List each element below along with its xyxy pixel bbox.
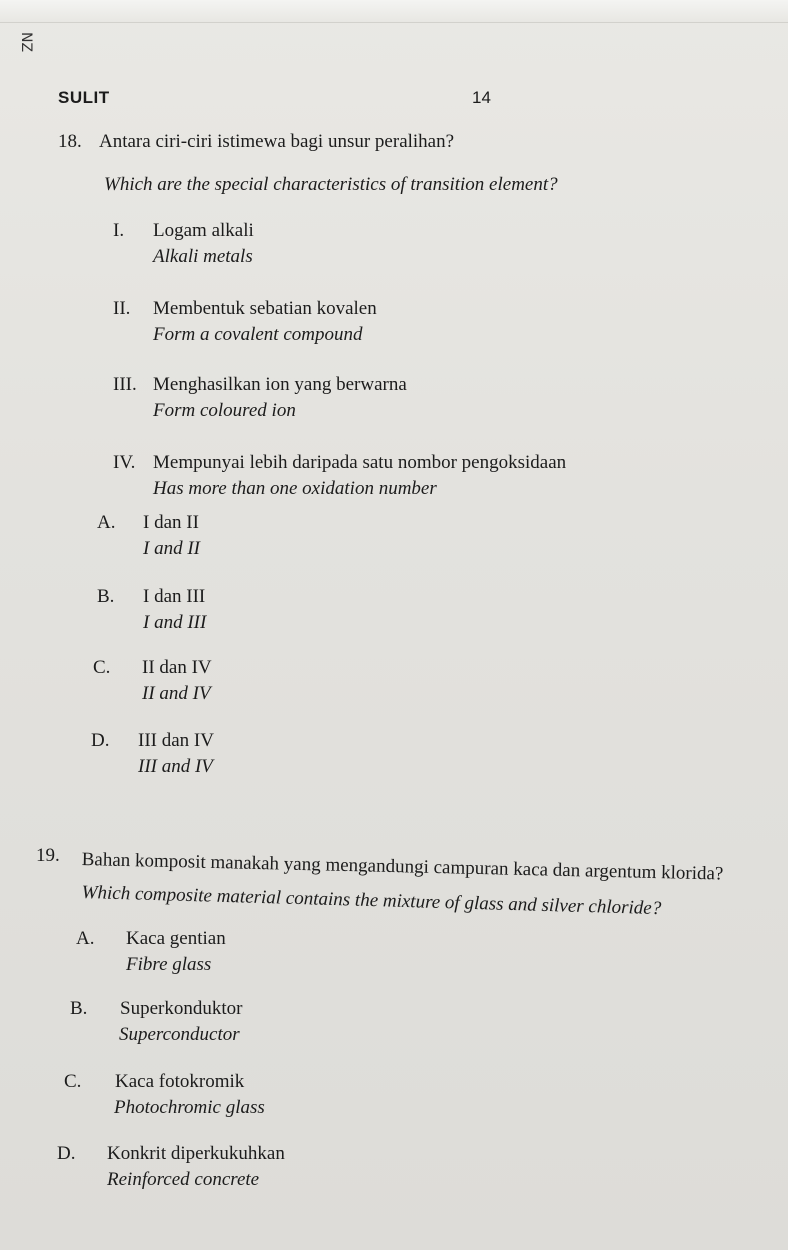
page-top-edge <box>0 0 788 23</box>
option-b[interactable] <box>97 586 205 608</box>
statement-roman: I. <box>113 220 125 241</box>
question-text-en: Which are the special characteristics of transition element? <box>104 174 558 195</box>
option-c[interactable] <box>93 657 212 679</box>
header-label: SULIT <box>58 88 110 107</box>
option-a[interactable] <box>76 928 226 950</box>
option-d[interactable] <box>57 1143 285 1165</box>
option-c[interactable] <box>64 1071 244 1093</box>
option-text-en: II and IV <box>142 683 211 704</box>
statement-text-en: Form coloured ion <box>153 400 296 421</box>
option-letter: A. <box>76 928 95 949</box>
option-text-ms: III dan IV <box>138 730 214 751</box>
statement-text-ms: Menghasilkan ion yang berwarna <box>153 374 407 395</box>
question-number: 18. <box>58 131 82 152</box>
statement-item <box>113 374 407 396</box>
question-number: 19. <box>36 845 60 866</box>
option-letter: B. <box>70 998 88 1019</box>
question-text-ms: Antara ciri-ciri istimewa bagi unsur peralihan? <box>99 131 455 152</box>
statement-text-ms: Mempunyai lebih daripada satu nombor pengoksidaan <box>153 452 567 473</box>
statement-item <box>113 452 566 474</box>
option-text-en: Photochromic glass <box>114 1097 265 1118</box>
statement-roman: IV. <box>113 452 136 473</box>
question-text-ms: Bahan komposit manakah yang mengandungi campuran kaca dan argentum klorida? <box>81 849 724 885</box>
option-text-en: Superconductor <box>119 1024 240 1045</box>
option-letter: D. <box>57 1143 76 1164</box>
option-text-en: Fibre glass <box>126 954 212 975</box>
option-letter: B. <box>97 586 115 607</box>
option-text-ms: II dan IV <box>142 657 212 678</box>
option-letter: A. <box>97 512 116 533</box>
statement-roman: II. <box>113 298 131 319</box>
option-text-ms: I dan III <box>143 586 206 607</box>
statement-item <box>113 298 377 320</box>
statement-text-ms: Membentuk sebatian kovalen <box>153 298 377 319</box>
question-text-en: Which composite material contains the mixture of glass and silver chloride? <box>81 882 662 920</box>
option-text-ms: Kaca gentian <box>126 928 226 949</box>
statement-item <box>113 220 254 242</box>
statement-text-ms: Logam alkali <box>153 220 254 241</box>
statement-text-en: Alkali metals <box>153 246 253 267</box>
option-letter: D. <box>91 730 110 751</box>
option-a[interactable] <box>97 512 199 534</box>
option-text-en: III and IV <box>138 756 213 777</box>
option-text-ms: Konkrit diperkukuhkan <box>107 1143 285 1164</box>
option-text-ms: I dan II <box>143 512 199 533</box>
option-text-en: I and III <box>143 612 207 633</box>
statement-roman: III. <box>113 374 137 395</box>
statement-text-en: Form a covalent compound <box>153 324 363 345</box>
page-number: 14 <box>472 88 491 107</box>
option-text-ms: Kaca fotokromik <box>115 1071 245 1092</box>
option-b[interactable] <box>70 998 242 1020</box>
option-text-en: Reinforced concrete <box>107 1169 260 1190</box>
option-text-ms: Superkonduktor <box>120 998 243 1019</box>
option-d[interactable] <box>91 730 214 752</box>
option-text-en: I and II <box>143 538 200 559</box>
margin-mark: NZ <box>18 32 34 53</box>
statement-text-en: Has more than one oxidation number <box>153 478 437 499</box>
option-letter: C. <box>64 1071 82 1092</box>
option-letter: C. <box>93 657 111 678</box>
